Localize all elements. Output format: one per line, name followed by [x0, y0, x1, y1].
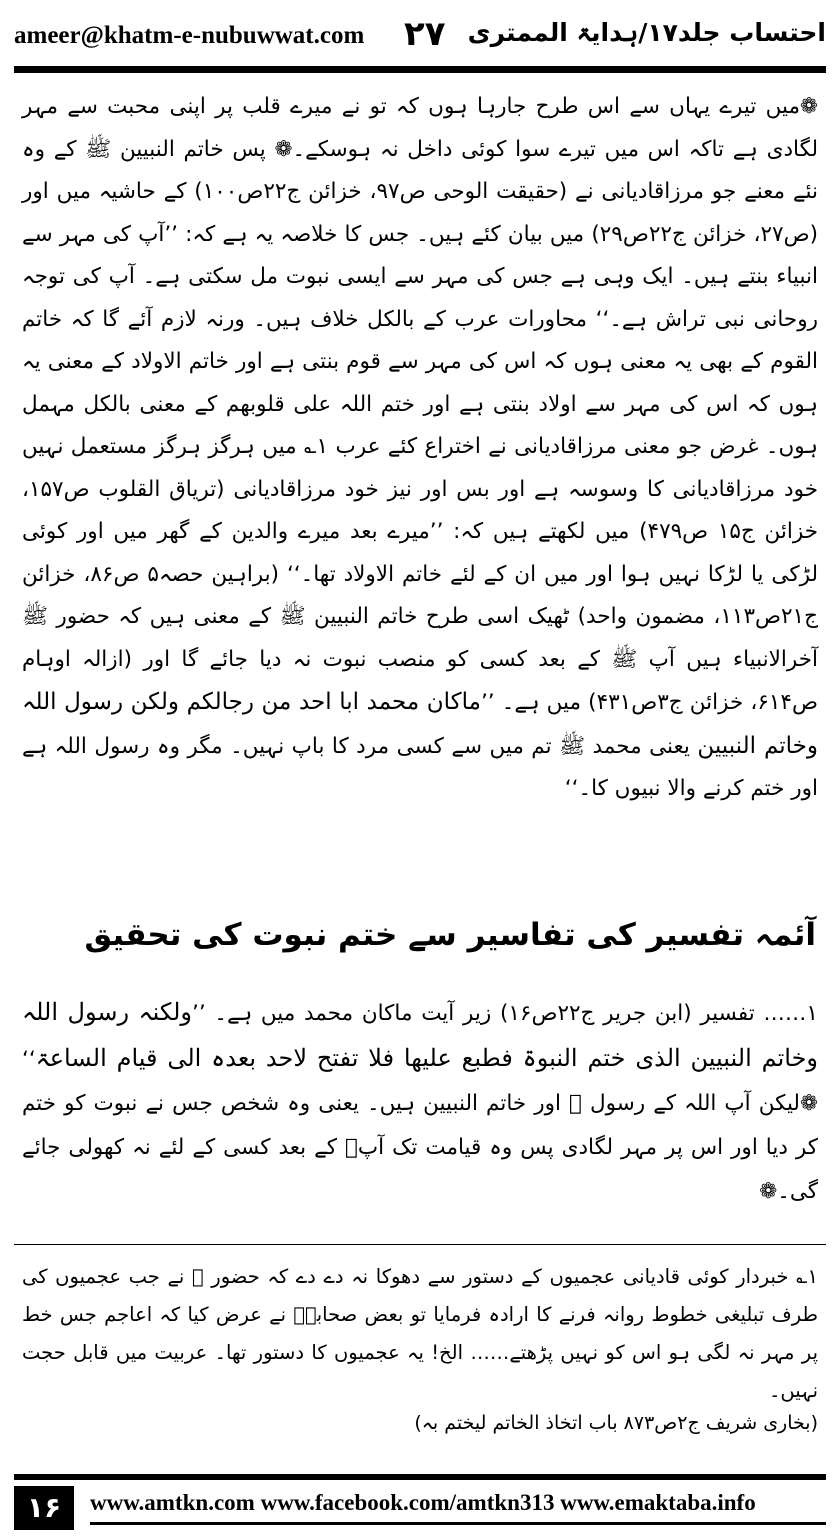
section-heading: آئمہ تفسیر کی تفاسیر سے ختم نبوت کی تحقیق [84, 917, 816, 953]
footnote-reference: (بخاری شریف ج۲ص۸۷۳ باب اتخاذ الخاتم لیختم بہ) [414, 1412, 818, 1434]
header-book-title: احتساب جلد۱۷/ہدایۃ الممتری [467, 18, 826, 47]
footnote-text: ۱؎ خبردار کوئی قادیانی عجمیوں کے دستور سے دھوکا نہ دے دے کہ حضور ﷺ نے جب عجمیوں کی طرف تبلیغی خطوط روانہ فرنے کا ارادہ فرمایا تو بعض صحابہؓ نے عرض کیا کہ اعاجم جس خط پر مہر نہ لگی ہو اس کو نہیں پڑھتے…… الخ! یہ عجمیوں کا دستور تھا۔ عربیت میں قابل حجت نہیں۔ [22, 1265, 818, 1402]
footer-page-number: ۱۶ [14, 1486, 74, 1530]
header-rule [14, 66, 826, 73]
tafsir-intro: تفسیر (ابن جریر ج۲۲ص۱۶) زیر آیت ماکان محمد میں ہے۔ ’’ [192, 1001, 755, 1026]
footer-urls: www.amtkn.com www.facebook.com/amtkn313 www.emaktaba.info [90, 1490, 756, 1515]
footnote-rule [14, 1244, 826, 1245]
main-paragraph [22, 86, 818, 811]
tafsir-translation: ‘‘ ❁لیکن آپ اللہ کے رسول ﷺ اور خاتم النبیین ہیں۔ یعنی وہ شخص جس نے نبوت کو ختم کر دیا اور اس پر مہر لگادی پس وہ قیامت تک آپؐ کے بعد کسی کے لئے نہ کھولی جائے گی۔❁ [22, 1047, 818, 1204]
footer-underline [90, 1522, 826, 1525]
header-email: ameer@khatm-e-nubuwwat.com [14, 22, 365, 49]
page-header [14, 12, 826, 60]
header-page-number: ۲۷ [404, 14, 446, 54]
tafsir-number: ۱…… [754, 1001, 818, 1026]
footer-rule [14, 1474, 826, 1480]
main-paragraph-text: ❁میں تیرے یہاں سے اس طرح جارہا ہوں کہ تو نے میرے قلب پر اپنی محبت سے مہر لگادی ہے تاکہ اس میں تیرے سوا کوئی داخل نہ ہوسکے۔❁ پس خاتم النبیین ﷺ کے وہ نئے معنے جو مرزاقادیانی نے (حقیقت الوحی ص۹۷، خزائن ج۲۲ص۱۰۰) کے حاشیہ میں اور (ص۲۷، خزائن ج۲۲ص۲۹) میں بیان کئے ہیں۔ جس کا خلاصہ یہ ہے کہ: ’’آپ کی مہر سے انبیاء بنتے ہیں۔ ایک وہی ہے جس کی مہر سے ایسی نبوت مل سکتی ہے۔ آپ کی توجہ روحانی نبی تراش ہے۔‘‘ محاورات عرب کے بالکل خلاف ہیں۔ ورنہ لازم آئے گا کہ خاتم القوم کے بھی یہ معنی ہوں کہ اس کی مہر سے قوم بنتی ہے اور خاتم الاولاد کے معنی یہ ہوں کہ اس کی مہر سے اولاد بنتی ہے اور ختم اللہ علی قلوبھم کے معنی بالکل مہمل ہوں۔ غرض جو معنی مرزاقادیانی نے اختراع کئے عرب ۱؎ میں ہرگز ہرگز مستعمل نہیں خود مرزاقادیانی کا وسوسہ ہے اور بس اور نیز خود مرزاقادیانی (تریاق القلوب ص۱۵۷، خزائن ج۱۵ ص۴۷۹) میں لکھتے ہیں کہ: ’’میرے بعد میرے والدین کے گھر میں اور کوئی لڑکی یا لڑکا نہیں ہوا اور میں ان کے لئے خاتم الاولاد تھا۔‘‘ (براہین حصہ۵ ص۸۶، خزائن ج۲۱ص۱۱۳، مضمون واحد) ٹھیک اسی طرح خاتم النبیین ﷺ کے معنی ہیں کہ حضور ﷺ آخرالانبیاء ہیں آپ ﷺ کے بعد کسی کو منصب نبوت نہ دیا جائے گا اور (ازالہ اوہام ص۶۱۴، خزائن ج۳ص۴۳۱) میں ہے۔ ’’ [22, 94, 819, 715]
verse-translation: یعنی محمد ﷺ تم میں سے کسی مرد کا باپ نہیں۔ مگر وہ رسول اللہ ہے اور ختم کرنے والا نبیوں کا۔‘‘ [22, 733, 818, 801]
tafsir-arabic-quote: ولکنہ رسول اللہ وخاتم النبیین الذی ختم النبوۃ فطبع علیھا فلا تفتح لاحد بعدہ الی قیام الساعۃ [22, 998, 818, 1072]
tafsir-paragraph [22, 990, 818, 1214]
arabic-verse: ماکان محمد ابا احد من رجالکم ولکن رسول اللہ وخاتم النبیین [22, 689, 818, 759]
